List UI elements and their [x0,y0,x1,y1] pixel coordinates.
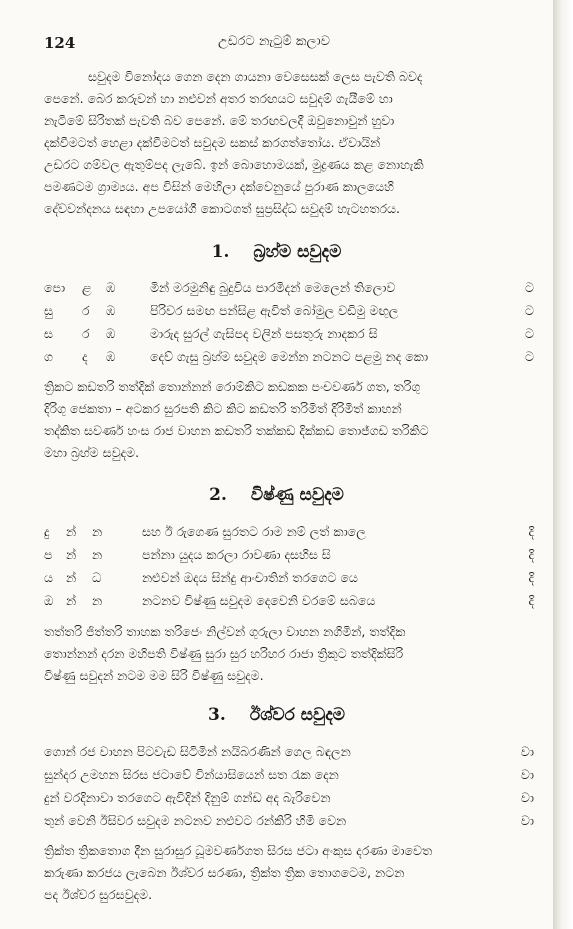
verse-syllable: ඹ [106,303,116,318]
verse-syllable: ද [82,349,88,364]
verse-syllable: ධ [92,570,102,585]
intro-paragraph [44,66,528,220]
text-line: දේවවන්දනය සඳහා උපයෝගී කොටගත් සුප්‍රසිද්ධ සවුදම් හැටහතරය. [44,201,401,216]
verse-syllable: ඹ [106,280,116,295]
section-heading [0,705,553,725]
section-heading [0,242,553,262]
section-title: බ්‍රහ්ම සවුදම [253,242,342,262]
verse-text: මින් මරමුනිඳු බුදුවිය පාරමිදන් මෙලෙන් තිලොව [150,280,396,295]
text-line: ත්‍රික්ත ත්‍රිකතොග දීන සුරාසුර ධූමවර්ණගත සිරස ජටා අංකුස දරණා මාවෙත [44,843,433,858]
verse-syllable: ඹ [106,349,116,364]
section-number: 2. [209,485,227,505]
section-paragraph [44,840,528,906]
section-paragraph [44,376,528,464]
verse-row [44,813,534,836]
verse-syllable: න් [66,524,77,539]
verse-row [44,349,534,372]
verse-row [44,570,534,593]
verse-ending: ට [525,303,534,318]
running-title: උඩරට නැටුම් කලාව [218,34,330,49]
verse-text: සුන්දර උමහන සිරස ජටාවේ වින්යාසියෙන් සත රැක දෙන [44,767,339,782]
verse-syllable: පො [44,280,66,295]
text-line: දක්වීමටත් හෙළා දක්වීමටත් සවුදම සකස් කරගත්තෝය. ඒවායින් [44,135,381,150]
verse-syllable: න [92,593,103,608]
verse-ending: දි [528,570,534,585]
verse-syllable: ඹ [106,326,116,341]
text-line: තද්කිත සවර්ණ හංස රාජ වාහන කඩතරි තක්කඩ දික්කඩ තොජ්ගඩ තරිකිට [44,423,429,438]
verse-ending: ට [525,349,534,364]
verse-text: පන්නා යුදය කරලා රාවණා දසහිස සි [142,547,331,562]
verse-text: තුන් වෙනි ඊසිවර සවුදම නටනව නළුවට රන්කිරි හිමි වෙන [44,813,347,828]
text-line: තත්තරි ජිත්තරි තාහක තරිජෙං නිල්වන් ගුරුලා වාහන නගිමින්, තත්දික [44,624,406,639]
verse-ending: වා [520,790,534,805]
page-edge-shadow [553,0,573,929]
verse-ending: දි [528,524,534,539]
verse-text: දුන් වරදිනාවා තරගෙට ඇවිදින් දිනුම් ගන්ඩ අද බැරිවෙන [44,790,331,805]
verse-syllable: ග [44,349,53,364]
verse-table [44,524,534,616]
text-line: සවුදම විනෝදය ගෙන දෙන ගායනා වෙසෙසක් ලෙස පැවති බවද [88,69,423,84]
text-line: උඩරට ගම්වල ඇතුම්පද ලැබේ. ඉන් බොහොමයක්, මුද්‍රණය කළ නොහැකි [44,157,424,172]
verse-ending: වා [520,813,534,828]
text-line: පද ඊශ්වර සුරසවුදම. [44,887,153,902]
verse-row [44,744,534,767]
verse-ending: ට [525,326,534,341]
verse-ending: වා [520,767,534,782]
section-title: ඊශ්වර සවුදම [249,705,345,725]
section-heading [0,485,553,505]
text-line: පෙනේ. බෙර කරුවන් හා නළුවන් අතර තරඟයට සවුදම් ගැයීමේ හා [44,91,393,106]
verse-table [44,280,534,372]
text-line: විෂ්ණු සවුදන් නටම මම සිරි විෂ්ණු සවුදම. [44,668,264,683]
verse-syllable: ළ [82,280,92,295]
verse-ending: දි [528,593,534,608]
text-line: පමණටම ග්‍රාම්‍යය. අප විසින් මෙහිලා දක්වෙනුයේ පුරාණ කාලයෙහි [44,179,394,194]
verse-row [44,303,534,326]
page-header [44,34,533,56]
text-line: දිරිගු ජෙකතා – අටකර සුරපති කිට කිට කඩතරි තරිමිත් දිරිමිත් කාහන් [44,401,402,416]
text-line: මහා බ්‍රහ්ම සවුදම. [44,445,140,460]
verse-row [44,280,534,303]
verse-syllable: ප [44,547,53,562]
verse-ending: දි [528,547,534,562]
verse-syllable: න [92,547,103,562]
verse-text: පිරිවර සමඟ පන්සිළ ඇවිත් බෝමුල වඩිමු මඟුල [150,303,399,318]
verse-row [44,326,534,349]
verse-text: නටනව විෂ්ණු සවුදම දෙවෙනි වරමේ සබයෙ [142,593,376,608]
section-title: විෂ්ණු සවුදම [250,485,344,505]
verse-table [44,744,534,836]
page-number: 124 [44,34,76,52]
verse-syllable: ස [44,326,53,341]
verse-ending: වා [520,744,534,759]
verse-text: ගොන් රජ වාහන පිටවැඩ සිටිමින් නයිබරණින් ගෙල බඳලන [44,744,351,759]
text-line: ත්‍රිකට කඩතරි තත්දික් තොන්නන් රොම්කිට කඩකක පංචවර්ණ ගත, තරිගු [44,379,421,394]
verse-syllable: සු [44,303,53,318]
verse-syllable: දු [44,524,50,539]
verse-syllable: න් [66,570,77,585]
text-line: තොන්නන් දරන මහිපති විෂ්ණු සුරා සුර හරිහර රාජා ත්‍රිකුට තත්දික්සිරි [44,646,404,661]
verse-syllable: න් [66,547,77,562]
verse-text: දෙව් ගැසු බ්‍රහ්ම සවුදම මෙන්න නටනට පළමු නද කො [150,349,429,364]
section-number: 1. [211,242,230,262]
verse-row [44,547,534,570]
verse-ending: ට [525,280,534,295]
verse-syllable: ර [82,303,90,318]
text-line: කරුණා කරජය ලැබෙන ඊශ්වර සරණා, ත්‍රික්ත ත්‍රික තොගටෙම, නටන [44,865,405,880]
verse-syllable: ය [44,570,53,585]
verse-text: නළුවන් ඔදය සින්දු ආංචාතින් තරගෙට යෙ [142,570,358,585]
verse-text: මාරුද සුරල් ගැසිපද වලින් පසතුරු නාදකර සි [150,326,378,341]
verse-row [44,524,534,547]
verse-row [44,593,534,616]
section-paragraph [44,621,528,687]
verse-syllable: ඔ [44,593,54,608]
verse-syllable: ර [82,326,90,341]
section-number: 3. [208,705,226,725]
verse-row [44,767,534,790]
verse-syllable: න [92,524,103,539]
verse-text: සහ ඊ රුගෙණ සුරතට රාම නම් ලත් කාලෙ [142,524,366,539]
verse-syllable: න් [66,593,77,608]
verse-row [44,790,534,813]
text-line: නැටීමේ සිරිතක් පැවති බව පෙනේ. මේ තරඟවලදී ඔවුනොවුන් හුවා [44,113,395,128]
